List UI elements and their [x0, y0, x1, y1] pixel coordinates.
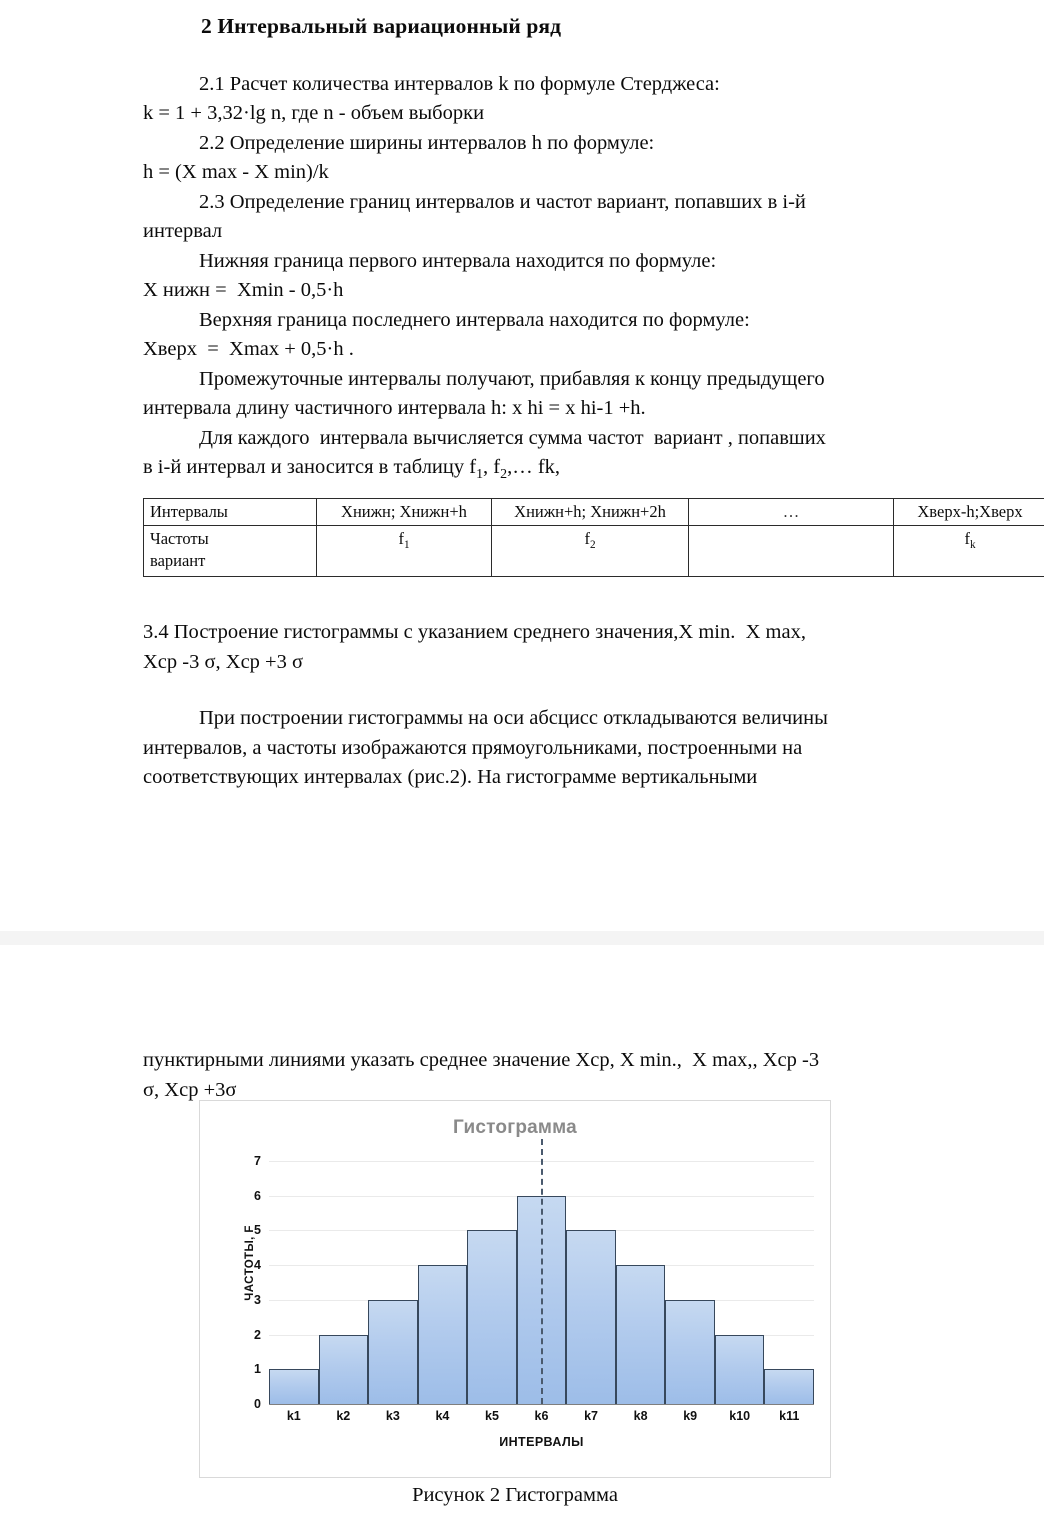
- text-line-3-4-b: Хср -3 σ, Хср +3 σ: [143, 650, 304, 673]
- bar-k9: [665, 1300, 715, 1404]
- y-tick-label-0: 0: [254, 1397, 261, 1411]
- subscript-1: 1: [476, 466, 484, 482]
- x-tick-label-k10: k10: [729, 1409, 751, 1423]
- y-tick-label-4: 4: [254, 1258, 261, 1273]
- table-cell-f1: $f_1$: [317, 526, 492, 577]
- text-line-hist-1: При построении гистограммы на оси абсцисс откладываются величины: [199, 707, 828, 729]
- text-line-3-4-a: 3.4 Построение гистограммы с указанием среднего значения,X min. X max,: [143, 621, 806, 643]
- subscript-2: 2: [500, 466, 508, 482]
- bar-k7: [566, 1230, 616, 1404]
- table-cell-f2: $f_2$: [492, 526, 689, 577]
- chart-plot-area: [254, 1154, 814, 1411]
- page-break-separator: [0, 931, 1044, 945]
- table-cell-interval-ellipsis: …: [689, 499, 894, 526]
- subscript-f2: 2: [589, 538, 596, 551]
- x-tick-label-k6: k6: [534, 1409, 549, 1423]
- x-tick-label-k7: k7: [584, 1409, 598, 1423]
- x-tick-label-k11: k11: [779, 1409, 800, 1423]
- chart-x-tick-labels: [269, 1409, 814, 1423]
- text-line-hist-2: интервалов, а частоты изображаются прямоугольниками, построенными на: [143, 736, 803, 759]
- text-line-dashed-1: пунктирными линиями указать среднее значение Хср, X min., X max,, Хср -3: [143, 1049, 820, 1071]
- bar-k3: [368, 1300, 418, 1404]
- frequency-table: [143, 498, 1044, 577]
- text-line-h-formula: h = (X max - X min)/k: [143, 161, 329, 184]
- table-row: [144, 526, 1044, 577]
- page-title: 2 Интервальный вариационный ряд: [201, 14, 562, 38]
- figure-caption: Рисунок 2 Гистограмма: [412, 1484, 618, 1506]
- frequency-label-line-1: Частоты: [150, 529, 209, 548]
- section-3-4-heading-paragraph: [143, 618, 983, 677]
- table-cell-interval-2: Хнижн+h; Хнижн+2h: [492, 499, 689, 526]
- bar-k1: [269, 1369, 319, 1404]
- text-line-interval: интервал: [143, 220, 223, 243]
- y-tick-label-1: 1: [254, 1362, 261, 1377]
- frequency-table-wrapper: [143, 498, 1023, 577]
- mean-value-dashed-line: [541, 1139, 543, 1404]
- table-cell-frequency-label: [144, 526, 317, 577]
- bar-k2: [319, 1335, 369, 1404]
- table-row: [144, 499, 1044, 526]
- y-tick-label-5: 5: [254, 1223, 261, 1238]
- dashed-lines-paragraph: [143, 1046, 993, 1105]
- y-tick-label-2: 2: [254, 1327, 261, 1342]
- text-line-2-2: 2.2 Определение ширины интервалов h по формуле:: [199, 131, 655, 154]
- chart-title: Гистограмма: [453, 1117, 577, 1138]
- text-line-k-formula: k = 1 + 3,32·lg n, где n - объем выборки: [143, 102, 485, 125]
- document-body-column: [143, 14, 979, 485]
- x-tick-label-k4: k4: [435, 1409, 450, 1423]
- chart-bars: [269, 1161, 814, 1404]
- bar-k10: [715, 1335, 765, 1404]
- text-line-xnizhn-formula: X нижн = Xmin - 0,5·h: [143, 279, 344, 302]
- text-line-dashed-2: σ, Хср +3σ: [143, 1078, 237, 1101]
- section-3-4: [143, 618, 983, 793]
- table-cell-intervals-label: Интервалы: [144, 499, 317, 526]
- table-cell-interval-last: Хверх-h;Хверх: [894, 499, 1044, 526]
- x-tick-label-k2: k2: [336, 1409, 351, 1423]
- x-tick-label-k5: k5: [485, 1409, 499, 1423]
- x-tick-label-k1: k1: [286, 1409, 301, 1423]
- frequency-label-line-2: вариант: [150, 551, 206, 570]
- x-tick-label-k8: k8: [633, 1409, 648, 1423]
- y-tick-label-6: 6: [254, 1188, 261, 1203]
- x-tick-label-k9: k9: [683, 1409, 698, 1423]
- text-line-sum-2: в i-й интервал и заносится в таблицу $f_1$, $f_2,\dots$ fk,: [143, 456, 561, 482]
- text-line-sum-1: Для каждого интервала вычисляется сумма частот вариант , попавших: [199, 426, 826, 449]
- text-line-intermediate-2: интервала длину частичного интервала h: x hi = x hi-1 +h.: [143, 397, 646, 420]
- chart-x-axis-title: ИНТЕРВАЛЫ: [499, 1435, 584, 1449]
- table-cell-f-empty: [689, 526, 894, 577]
- text-line-2-3: 2.3 Определение границ интервалов и частот вариант, попавших в i-й: [199, 190, 806, 213]
- section-3-4-body-paragraph: [143, 704, 983, 793]
- y-tick-label-3: 3: [254, 1292, 261, 1307]
- bar-k8: [616, 1265, 666, 1404]
- chart-y-axis-title: ЧАСТОТЫ, F: [244, 1225, 256, 1301]
- bar-k5: [467, 1230, 517, 1404]
- paragraph-spacer: [143, 677, 983, 704]
- gridline-0: [254, 1397, 814, 1411]
- text-line-xverh-formula: Хверх = Xmax + 0,5·h .: [143, 338, 354, 361]
- x-tick-label-k3: k3: [385, 1409, 400, 1423]
- text-line-intermediate-1: Промежуточные интервалы получают, прибавляя к концу предыдущего: [199, 367, 825, 390]
- bar-k4: [418, 1265, 468, 1404]
- table-cell-interval-1: Хнижн; Хнижн+h: [317, 499, 492, 526]
- text-line-hist-3: соответствующих интервалах (рис.2). На гистограмме вертикальными: [143, 766, 758, 788]
- text-line-lower-bound: Нижняя граница первого интервала находится по формуле:: [199, 249, 717, 272]
- text-line-2-1: 2.1 Расчет количества интервалов k по формуле Стерджеса:: [199, 72, 720, 95]
- text-line-upper-bound: Верхняя граница последнего интервала находится по формуле:: [199, 308, 750, 331]
- table-cell-fk: $f_k$: [894, 526, 1044, 577]
- histogram-chart: [199, 1100, 831, 1478]
- section-2-paragraph: [143, 70, 979, 485]
- subscript-fk: k: [969, 538, 976, 551]
- y-tick-label-7: 7: [254, 1154, 261, 1168]
- section-after-page-break: [143, 1046, 993, 1105]
- bar-k6: [517, 1196, 567, 1404]
- subscript-f1: 1: [403, 538, 410, 551]
- bar-k11: [764, 1369, 814, 1404]
